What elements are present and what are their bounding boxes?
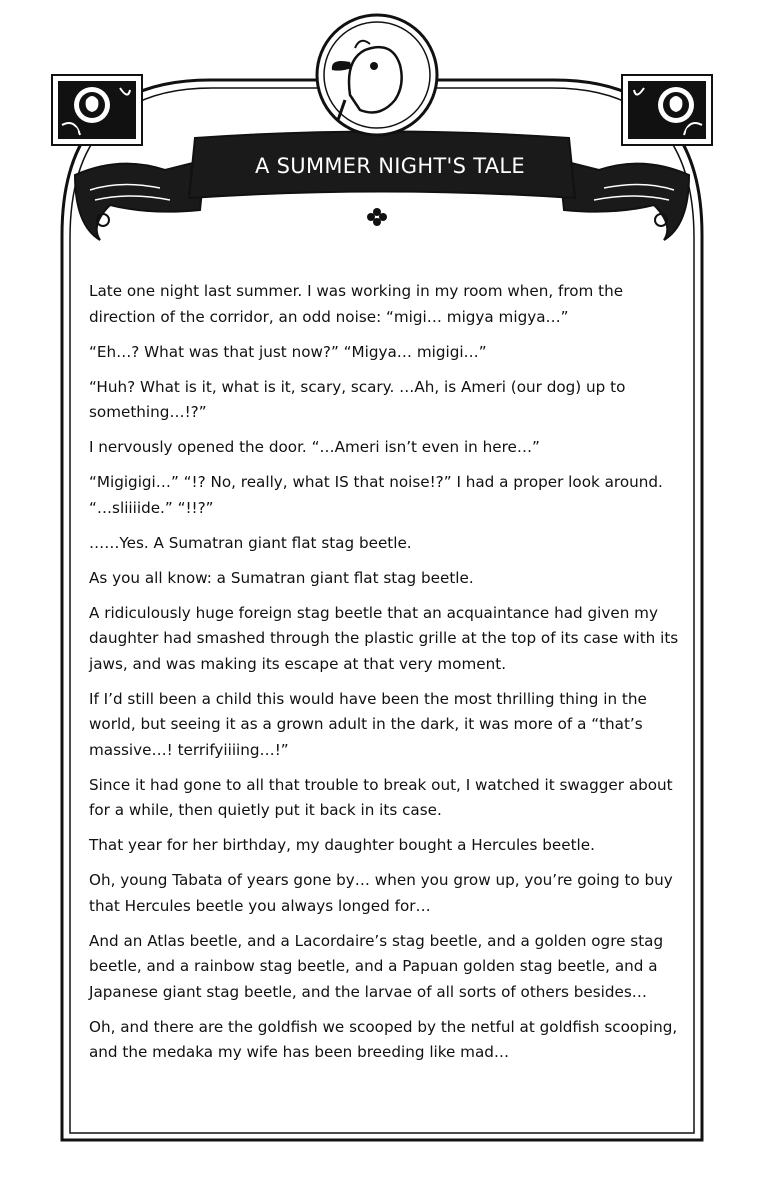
page-title: A SUMMER NIGHT'S TALE xyxy=(255,154,525,178)
story-text xyxy=(89,279,689,1075)
story-paragraph: And an Atlas beetle, and a Lacordaire’s stag beetle, and a golden ogre stag beetle, and a rainbow stag beetle, and a Papuan golden stag beetle, and a Japanese giant stag beetle, and the larvae of all sorts of others besides… xyxy=(89,931,664,1001)
story-paragraph: Oh, and there are the goldfish we scooped by the netful at goldfish scooping, and the medaka my wife has been breeding like mad… xyxy=(89,1017,678,1061)
story-paragraph: ……Yes. A Sumatran giant flat stag beetle. xyxy=(89,533,412,552)
story-paragraph: “Migigigi…” “!? No, really, what IS that noise!?” I had a proper look around. “…sliiiide.” “!!?” xyxy=(89,473,663,517)
ribbon-right-tail xyxy=(559,160,689,240)
story-paragraph: Late one night last summer. I was working in my room when, from the direction of the corridor, an odd noise: “migi… migya migya…” xyxy=(89,282,624,326)
story-paragraph: As you all know: a Sumatran giant flat stag beetle. xyxy=(89,568,474,587)
story-paragraph: That year for her birthday, my daughter bought a Hercules beetle. xyxy=(89,836,595,854)
story-paragraph: Oh, young Tabata of years gone by… when you grow up, you’re going to buy that Hercules beetle you always longed for… xyxy=(89,871,673,915)
duck-mascot-emblem-icon xyxy=(317,15,437,135)
story-paragraph: “Huh? What is it, what is it, scary, scary. …Ah, is Ameri (our dog) up to something…!?” xyxy=(89,377,626,421)
story-paragraph: “Eh…? What was that just now?” “Migya… migigi…” xyxy=(89,342,487,361)
ribbon-left-tail xyxy=(75,160,205,240)
corner-ornament-left xyxy=(52,75,142,145)
clover-icon xyxy=(367,208,387,226)
story-paragraph: If I’d still been a child this would have been the most thrilling thing in the world, but seeing it as a grown adult in the dark, it was more of a “that’s massive…! terrifyiiiing…!” xyxy=(89,689,647,759)
story-paragraph: Since it had gone to all that trouble to break out, I watched it swagger about for a while, then quietly put it back in its case. xyxy=(89,775,673,819)
story-paragraph: A ridiculously huge foreign stag beetle that an acquaintance had given my daughter had smashed through the plastic grille at the top of its case with its jaws, and was making its escape at that very moment. xyxy=(89,603,679,673)
corner-ornament-right xyxy=(622,75,712,145)
story-paragraph: I nervously opened the door. “…Ameri isn’t even in here…” xyxy=(89,438,540,456)
